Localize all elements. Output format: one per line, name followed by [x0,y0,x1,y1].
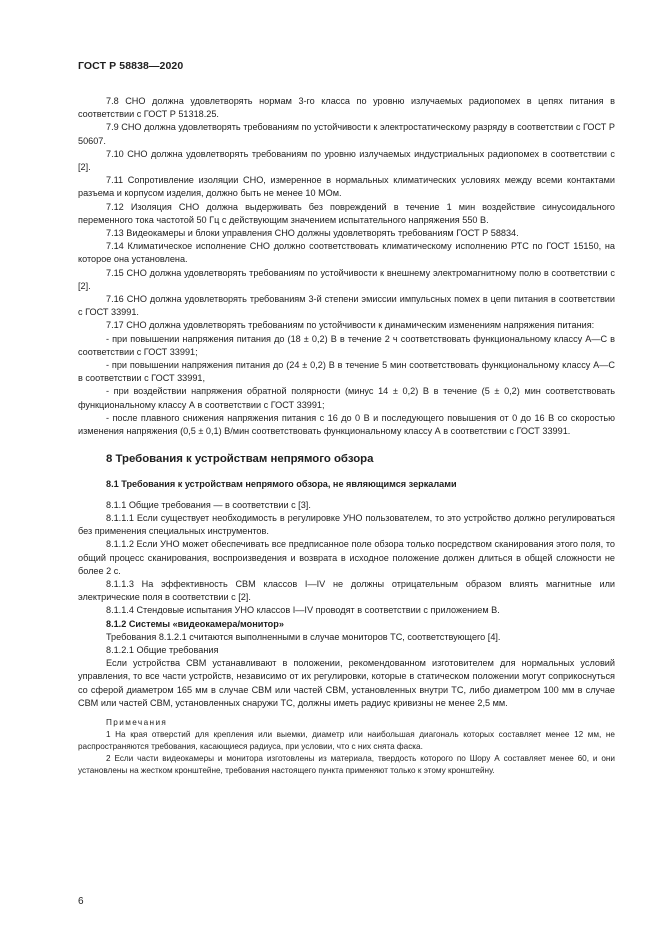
clause-7-13: 7.13 Видеокамеры и блоки управления СНО должны удовлетворять требованиям ГОСТ Р 58834. [106,228,519,239]
list-item: - при повышении напряжения питания до (24 ± 0,2) В в течение 5 мин соответствовать функциональному классу А—С в соответствии с ГОСТ 33991, [78,360,615,384]
clause-8-1-2-1-title: 8.1.2.1 Общие требования [106,644,219,655]
clause-7-11: 7.11 Сопротивление изоляции СНО, измеренное в нормальных климатических условиях между всеми контактами разъема и корпусом изделия, должно быть не менее 10 МОм. [78,175,615,199]
clause-7-17: 7.17 СНО должна удовлетворять требованиям по устойчивости к динамическим изменениям напряжения питания: [106,320,595,331]
clause-8-1-1-3: 8.1.1.3 На эффективность СВМ классов I—IV не должны отрицательным образом влиять магнитные или электрические поля в соответствии с [2]. [78,578,615,603]
subsection-heading-8-1-2: 8.1.2 Системы «видеокамера/монитор» [106,618,284,629]
clause-7-16: 7.16 СНО должна удовлетворять требованиям 3-й степени эмиссии импульсных помех в цепи питания в соответствии с ГОСТ 33991. [78,294,615,318]
list-item: - при повышении напряжения питания до (18 ± 0,2) В в течение 2 ч соответствовать функциональному классу А—С в соответствии с ГОСТ 33991; [78,333,615,357]
clause-7-10: 7.10 СНО должна удовлетворять требованиям по уровню излучаемых индустриальных радиопомех в соответствии с [2]. [78,148,615,173]
clause-7-8: 7.8 СНО должна удовлетворять нормам 3-го класса по уровню излучаемых радиопомех в цепях питания в соответствии с ГОСТ Р 51318.25. [78,96,615,120]
clause-8-1-2-1-text: Если устройства СВМ устанавливают в положении, рекомендованном изготовителем для нормальных условий управления, то все части устройств, независимо от их регулировки, которые в статическом положении могут соприкоснуться со сферой диаметром 165 мм в случае СВМ или частей СВМ, установленных внутри ТС, либо диаметром 100 мм в случае СВМ или частей СВМ, установленных снаружи ТС, должны иметь радиус кривизны не менее 2,5 мм. [78,658,615,708]
notes-block [78,717,615,777]
clause-8-1-2-intro: Требования 8.1.2.1 считаются выполненными в случае мониторов ТС, соответствующего [4]. [106,631,501,642]
notes-title: Примечания [106,717,168,727]
note-2: 2 Если части видеокамеры и монитора изготовлены из материала, твердость которого по Шору А составляет менее 60, и они установлены на жестком кронштейне, требования настоящего пункта применяют только к этому кронштейну. [78,753,615,775]
clause-8-1-1: 8.1.1 Общие требования — в соответствии с [3]. [106,499,311,510]
document-header: ГОСТ Р 58838—2020 [78,60,184,72]
clause-7-14: 7.14 Климатическое исполнение СНО должно соответствовать климатическому исполнению РТС по ГОСТ 15150, на которое она установлена. [78,241,615,265]
section-heading-8: 8 Требования к устройствам непрямого обзора [106,453,374,466]
clause-8-1-1-2: 8.1.1.2 Если УНО может обеспечивать все предписанное поле обзора только посредством сканирования этого поля, то общий процесс сканирования, воспроизведения и возврата в исходное положение должен длиться в общей сложности не более 2 с. [78,539,615,576]
subsection-heading-8-1: 8.1 Требования к устройствам непрямого обзора, не являющимся зеркалами [106,479,457,490]
list-item: - при воздействии напряжения обратной полярности (минус 14 ± 0,2) В в течение (5 ± 0,2) мин соответствовать функциональному классу А в соответствии с ГОСТ 33991; [78,386,615,410]
document-body [78,95,615,777]
clause-7-9: 7.9 СНО должна удовлетворять требованиям по устойчивости к электростатическому разряду в соответствии с ГОСТ Р 50607. [78,122,615,146]
clause-8-1-1-1: 8.1.1.1 Если существует необходимость в регулировке УНО пользователем, то это устройство должно регулироваться без применения специальных инструментов. [78,512,615,537]
clause-7-15: 7.15 СНО должна удовлетворять требованиям по устойчивости к внешнему электромагнитному полю в соответствии с [2]. [78,267,615,291]
clause-7-12: 7.12 Изоляция СНО должна выдерживать без повреждений в течение 1 мин воздействие синусоидального переменного тока частотой 50 Гц с действующим значением испытательного напряжения 550 В. [78,201,615,225]
list-item: - после плавного снижения напряжения питания с 16 до 0 В и последующего повышения от 0 до 16 В со скоростью изменения напряжения (0,5 ± 0,1) В/мин соответствовать функциональному классу А в соответствии с ГОСТ 33991. [78,412,615,437]
clause-8-1-1-4: 8.1.1.4 Стендовые испытания УНО классов I—IV проводят в соответствии с приложением В. [106,605,500,616]
page-number: 6 [78,896,84,907]
note-1: 1 На края отверстий для крепления или выемки, диаметр или наибольшая диагональ которых составляет менее 12 мм, не распространяются требования, касающиеся радиуса, при условии, что с них снята фаска. [78,729,615,751]
